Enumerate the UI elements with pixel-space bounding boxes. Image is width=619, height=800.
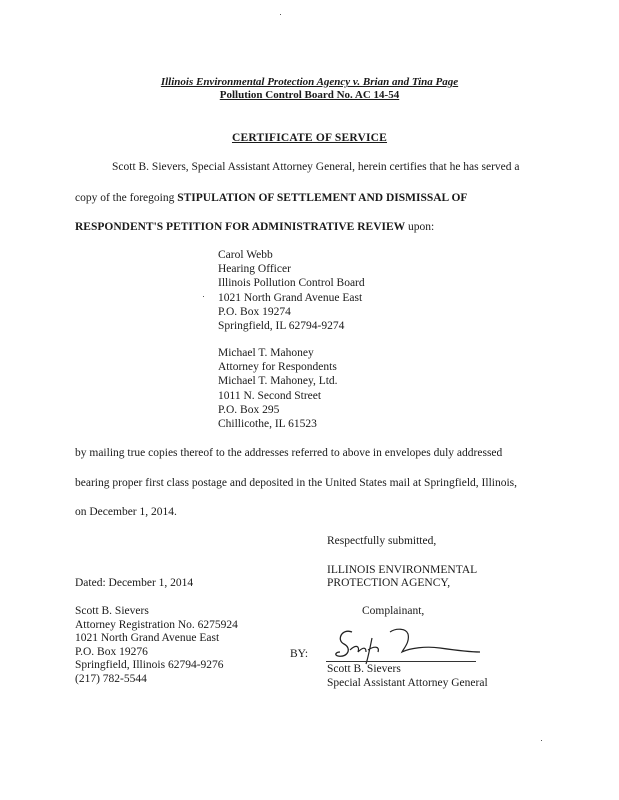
address-line: Hearing Officer <box>218 263 291 276</box>
handwritten-signature <box>330 618 490 666</box>
address-line: P.O. Box 19274 <box>218 305 291 318</box>
respectfully-submitted: Respectfully submitted, <box>327 535 437 547</box>
mailing-line-3: on December 1, 2014. <box>75 506 177 518</box>
document-title-part-1: STIPULATION OF SETTLEMENT AND DISMISSAL OF <box>177 192 468 204</box>
board-number: Pollution Control Board No. AC 14-54 <box>219 89 400 101</box>
address-line: Springfield, IL 62794-9274 <box>218 319 345 332</box>
case-title: Illinois Environmental Protection Agency v. Brian and Tina Page <box>160 76 459 88</box>
address-line: Michael T. Mahoney, Ltd. <box>218 375 338 388</box>
agency-name-line-1: ILLINOIS ENVIRONMENTAL <box>327 564 478 576</box>
certificate-line-2-prefix: copy of the foregoing <box>75 192 178 204</box>
signer-name: Scott B. Sievers <box>327 663 401 675</box>
signature-line <box>326 661 476 662</box>
attorney-line: 1021 North Grand Avenue East <box>75 632 220 645</box>
attorney-line: Springfield, Illinois 62794-9276 <box>75 659 224 672</box>
complainant-label: Complainant, <box>362 605 425 617</box>
scan-dot <box>541 740 542 741</box>
attorney-line: P.O. Box 19276 <box>75 645 148 658</box>
certificate-line-2 <box>75 192 467 204</box>
by-label: BY: <box>290 648 309 660</box>
attorney-line: Scott B. Sievers <box>75 605 149 617</box>
attorney-line: Attorney Registration No. 6275924 <box>75 618 238 631</box>
signer-title: Special Assistant Attorney General <box>327 677 488 689</box>
address-line: Carol Webb <box>218 249 273 261</box>
mailing-line-1: by mailing true copies thereof to the addresses referred to above in envelopes duly addressed <box>75 447 503 459</box>
agency-name-line-2: PROTECTION AGENCY, <box>327 577 451 589</box>
attorney-block <box>75 605 238 687</box>
certificate-line-1: Scott B. Sievers, Special Assistant Attorney General, herein certifies that he has served a <box>112 161 520 173</box>
scan-dot <box>203 296 204 297</box>
certificate-title: CERTIFICATE OF SERVICE <box>231 132 388 144</box>
recipient-address-block <box>218 248 365 333</box>
document-title-part-2: RESPONDENT'S PETITION FOR ADMINISTRATIVE REVIEW <box>75 221 406 233</box>
scan-dot <box>280 14 281 15</box>
dated-line: Dated: December 1, 2014 <box>75 577 194 589</box>
address-line: Chillicothe, IL 61523 <box>218 417 317 430</box>
certificate-line-3-suffix: upon: <box>405 221 435 233</box>
address-line: Attorney for Respondents <box>218 361 337 374</box>
attorney-line: (217) 782-5544 <box>75 672 147 685</box>
address-line: 1021 North Grand Avenue East <box>218 291 363 304</box>
address-line: Illinois Pollution Control Board <box>218 277 365 290</box>
mailing-line-2: bearing proper first class postage and deposited in the United States mail at Springfield, Illinois, <box>75 477 518 489</box>
certificate-line-3 <box>75 221 434 233</box>
address-line: Michael T. Mahoney <box>218 347 314 359</box>
address-line: P.O. Box 295 <box>218 403 280 416</box>
address-line: 1011 N. Second Street <box>218 389 322 402</box>
recipient-address-block <box>218 346 338 431</box>
